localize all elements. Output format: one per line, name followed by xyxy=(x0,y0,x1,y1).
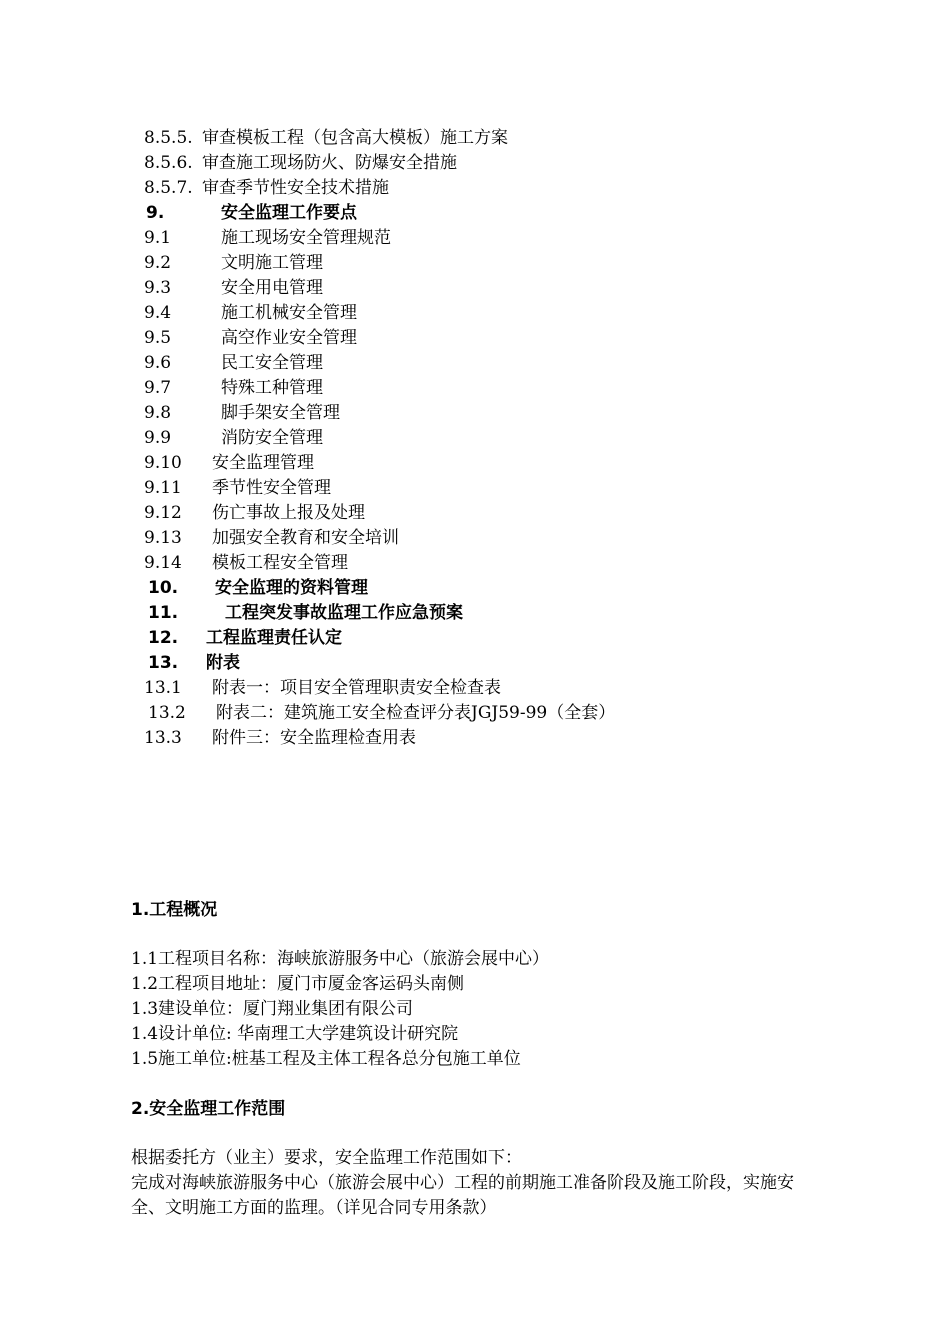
paragraph-line: 全、文明施工方面的监理。（详见合同专用条款） xyxy=(131,1198,497,1218)
toc-text: 加强安全教育和安全培训 xyxy=(212,528,399,548)
toc-text: 安全监理管理 xyxy=(212,453,314,473)
toc-number: 9.5 xyxy=(144,328,172,348)
toc-number: 13.2 xyxy=(148,703,186,723)
toc-number: 9.2 xyxy=(144,253,172,273)
toc-number: 9.14 xyxy=(144,553,182,573)
toc-text: 附表二：建筑施工安全检查评分表JGJ59-99（全套） xyxy=(216,703,616,723)
toc-text: 消防安全管理 xyxy=(221,428,323,448)
toc-number: 12. xyxy=(148,628,179,648)
toc-number: 9.1 xyxy=(144,228,172,248)
toc-number: 11. xyxy=(148,603,179,623)
paragraph-line: 根据委托方（业主）要求，安全监理工作范围如下： xyxy=(131,1148,522,1168)
toc-number: 9.6 xyxy=(144,353,172,373)
toc-text: 审查模板工程（包含高大模板）施工方案 xyxy=(202,128,508,148)
toc-number: 10. xyxy=(148,578,179,598)
toc-text: 脚手架安全管理 xyxy=(221,403,340,423)
toc-number: 13.1 xyxy=(144,678,182,698)
toc-text: 季节性安全管理 xyxy=(212,478,331,498)
toc-number: 13.3 xyxy=(144,728,182,748)
toc-number: 9.7 xyxy=(144,378,172,398)
toc-number: 9.9 xyxy=(144,428,172,448)
toc-number: 13. xyxy=(148,653,179,673)
section-heading: 2.安全监理工作范围 xyxy=(131,1099,286,1119)
toc-text: 附表 xyxy=(206,653,240,673)
toc-text: 模板工程安全管理 xyxy=(212,553,348,573)
toc-text: 高空作业安全管理 xyxy=(221,328,357,348)
contractor-line: 1.5施工单位:桩基工程及主体工程各总分包施工单位 xyxy=(131,1049,521,1069)
designer-line: 1.4设计单位: 华南理工大学建筑设计研究院 xyxy=(131,1024,459,1044)
toc-number: 9. xyxy=(146,203,165,223)
owner-line: 1.3建设单位：厦门翔业集团有限公司 xyxy=(131,999,414,1019)
toc-text: 伤亡事故上报及处理 xyxy=(212,503,365,523)
toc-number: 9.3 xyxy=(144,278,172,298)
toc-text: 文明施工管理 xyxy=(221,253,323,273)
toc-number: 8.5.6. xyxy=(144,153,193,173)
paragraph-line: 完成对海峡旅游服务中心（旅游会展中心）工程的前期施工准备阶段及施工阶段，实施安 xyxy=(131,1173,794,1193)
toc-text: 审查季节性安全技术措施 xyxy=(202,178,389,198)
toc-text: 工程突发事故监理工作应急预案 xyxy=(225,603,463,623)
toc-text: 施工现场安全管理规范 xyxy=(221,228,391,248)
project-address-line: 1.2工程项目地址：厦门市厦金客运码头南侧 xyxy=(131,974,465,994)
toc-number: 9.10 xyxy=(144,453,182,473)
toc-text: 安全监理的资料管理 xyxy=(215,578,368,598)
toc-number: 9.12 xyxy=(144,503,182,523)
toc-text: 附表一：项目安全管理职责安全检查表 xyxy=(212,678,501,698)
toc-number: 9.13 xyxy=(144,528,182,548)
toc-text: 特殊工种管理 xyxy=(221,378,323,398)
toc-text: 民工安全管理 xyxy=(221,353,323,373)
project-name-line: 1.1工程项目名称：海峡旅游服务中心（旅游会展中心） xyxy=(131,949,550,969)
toc-text: 工程监理责任认定 xyxy=(206,628,342,648)
toc-number: 9.8 xyxy=(144,403,172,423)
toc-number: 8.5.5. xyxy=(144,128,193,148)
toc-text: 施工机械安全管理 xyxy=(221,303,357,323)
toc-number: 9.4 xyxy=(144,303,172,323)
toc-text: 附件三：安全监理检查用表 xyxy=(212,728,416,748)
section-heading: 1.工程概况 xyxy=(131,900,218,920)
toc-text: 审查施工现场防火、防爆安全措施 xyxy=(202,153,457,173)
toc-text: 安全监理工作要点 xyxy=(221,203,357,223)
toc-number: 8.5.7. xyxy=(144,178,193,198)
toc-number: 9.11 xyxy=(144,478,182,498)
toc-text: 安全用电管理 xyxy=(221,278,323,298)
